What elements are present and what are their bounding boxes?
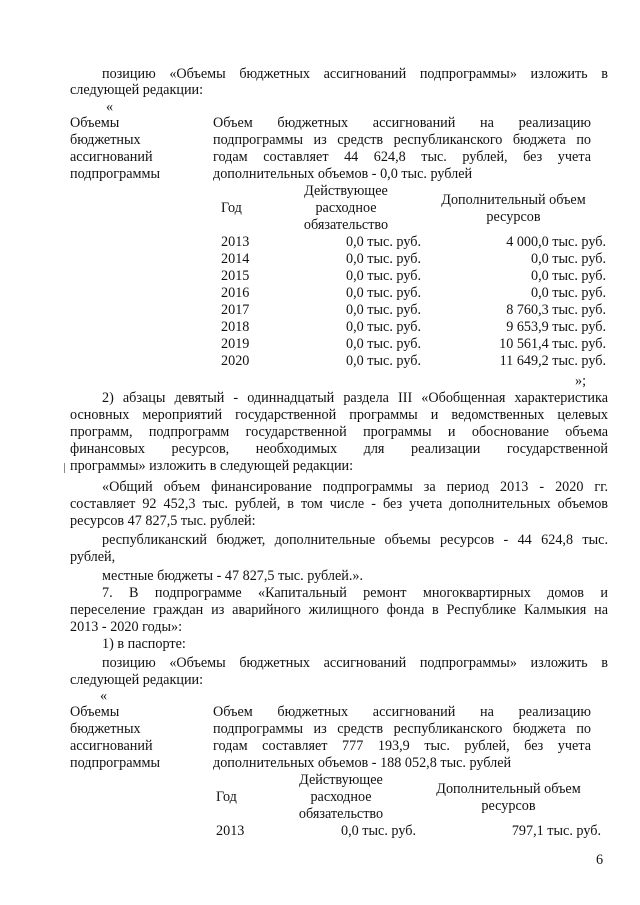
para4-line-1: республиканский бюджет, дополнительные объемы ресурсов - 44 624,8 тыс. — [102, 532, 608, 548]
table-row: 2013 0,0 тыс. руб. 797,1 тыс. руб. — [216, 823, 601, 839]
intro-line-2: следующей редакции: — [70, 82, 204, 98]
header-obligation: Действующее расходное обязательство — [298, 772, 384, 822]
open-quote-2: « — [100, 688, 108, 704]
para5: местные бюджеты - 47 827,5 тыс. рублей.». — [102, 568, 364, 584]
header-year: Год — [216, 789, 237, 805]
table-row: 2015 0,0 тыс. руб. 0,0 тыс. руб. — [221, 268, 606, 284]
header-additional: Дополнительный объем ресурсов — [436, 780, 581, 814]
table-row: 2020 0,0 тыс. руб. 11 649,2 тыс. руб. — [221, 353, 606, 369]
para3-line-2: составляет 92 452,3 тыс. рублей, в том числе - без учета дополнительных объемов — [70, 496, 608, 512]
intro2-line-2: следующей редакции: — [70, 672, 204, 688]
table-header-row — [208, 772, 601, 823]
para3-line-1: «Общий объем финансирование подпрограммы за период 2013 - 2020 гг. — [102, 479, 608, 495]
table-row: 2017 0,0 тыс. руб. 8 760,3 тыс. руб. — [221, 302, 606, 318]
para4-line-2: рублей, — [70, 549, 116, 565]
table-row: 2018 0,0 тыс. руб. 9 653,9 тыс. руб. — [221, 319, 606, 335]
block2-funding-table — [208, 772, 601, 840]
open-quote: « — [106, 99, 114, 115]
header-additional: Дополнительный объем ресурсов — [441, 191, 586, 225]
para6-line-3: 2013 - 2020 годы»: — [70, 619, 183, 635]
para6-line-1: 7. В подпрограмме «Капитальный ремонт многоквартирных домов и — [102, 585, 608, 601]
block2-label: Объемы бюджетных ассигнований подпрограммы — [70, 704, 160, 771]
table-header-row — [213, 183, 606, 234]
block1-close-quote: »; — [575, 373, 587, 389]
para6-line-2: переселение граждан из аварийного жилищного фонда в Республике Калмыкия на — [70, 602, 608, 618]
intro2-line-1: позицию «Объемы бюджетных ассигнований подпрограммы» изложить в — [102, 655, 608, 671]
block2-description: Объем бюджетных ассигнований на реализацию подпрограммы из средств республиканского бюджета по годам составляет 777 193,9 тыс. рублей, без учета дополнительных объемов - 188 052,8 тыс. рублей — [213, 704, 591, 771]
block1-funding-table — [213, 183, 606, 370]
table-row: 2016 0,0 тыс. руб. 0,0 тыс. руб. — [221, 285, 606, 301]
block1-label: Объемы бюджетных ассигнований подпрограммы — [70, 115, 160, 182]
para7: 1) в паспорте: — [102, 636, 186, 652]
block1-description: Объем бюджетных ассигнований на реализацию подпрограммы из средств республиканского бюджета по годам составляет 44 624,8 тыс. рублей, без учета дополнительных объемов - 0,0 тыс. рублей — [213, 115, 591, 182]
header-obligation: Действующее расходное обязательство — [303, 183, 389, 233]
para2-line-4: финансовых ресурсов, необходимых для реализации государственной — [70, 441, 608, 457]
page-number: 6 — [596, 852, 604, 868]
para2-line-2: основных мероприятий государственной программы и ведомственных целевых — [70, 407, 608, 423]
para3-line-3: ресурсов 47 827,5 тыс. рублей: — [70, 513, 256, 529]
table-row: 2013 0,0 тыс. руб. 4 000,0 тыс. руб. — [221, 234, 606, 250]
table-row: 2019 0,0 тыс. руб. 10 561,4 тыс. руб. — [221, 336, 606, 352]
para2-line-3: программ, подпрограмм государственной программы и обоснование объема — [70, 424, 608, 440]
table-row: 2014 0,0 тыс. руб. 0,0 тыс. руб. — [221, 251, 606, 267]
intro-line-1: позицию «Объемы бюджетных ассигнований подпрограммы» изложить в — [102, 66, 608, 82]
para2-line-5: программы» изложить в следующей редакции: — [70, 458, 354, 474]
margin-mark — [64, 463, 65, 473]
para2-line-1: 2) абзацы девятый - одиннадцатый раздела III «Обобщенная характеристика — [102, 390, 608, 406]
header-year: Год — [221, 200, 242, 216]
